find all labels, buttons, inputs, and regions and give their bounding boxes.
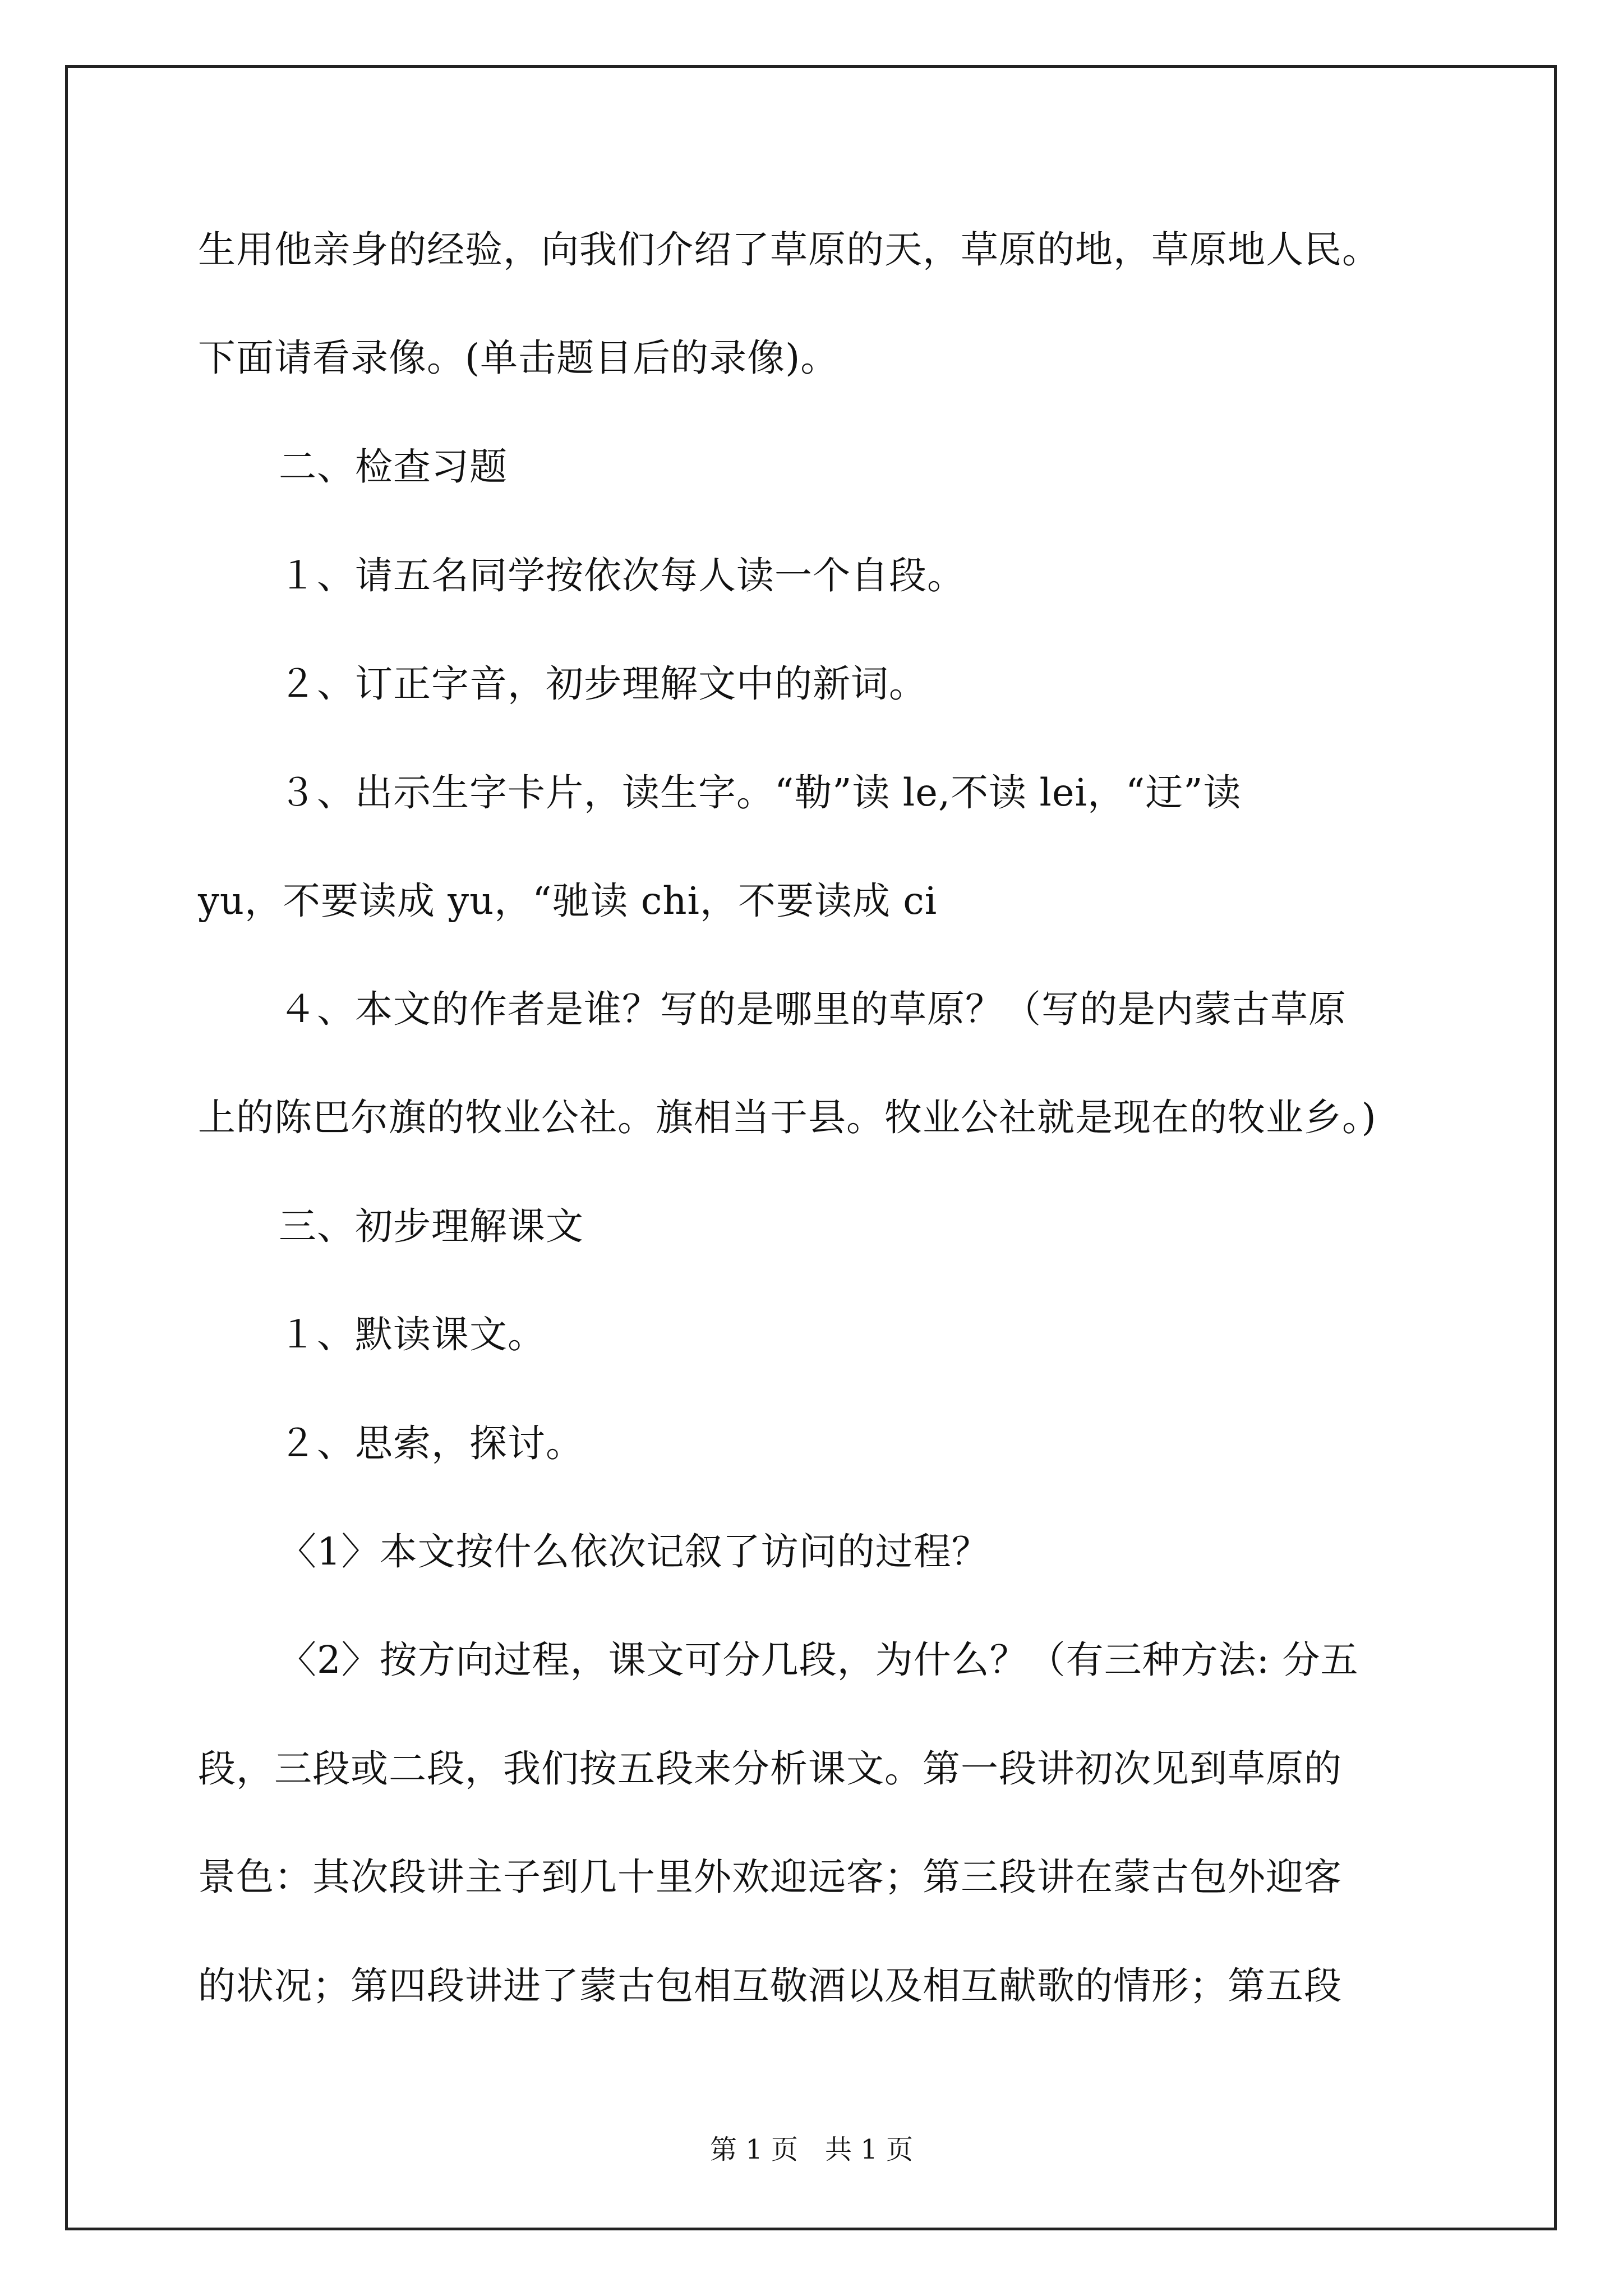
text-line-9: 上的陈巴尔旗的牧业公社。旗相当于县。牧业公社就是现在的牧业乡。) [198,1096,1377,1139]
text-line-4: １、请五名同学按依次每人读一个自段。 [279,554,965,597]
text-line-8: ４、本文的作者是谁？写的是哪里的草原？（写的是内蒙古草原 [279,987,1347,1031]
text-line-6: ３、出示生字卡片，读生字。“勒”读 le,不读 lei，“迂”读 [279,771,1242,815]
page-border [65,65,1557,2230]
text-line-5: ２、订正字音，初步理解文中的新词。 [279,662,927,706]
section-heading-check-exercises: 二、检查习题 [279,445,508,489]
text-line-1: 生用他亲身的经验，向我们介绍了草原的天，草原的地，草原地人民。 [198,228,1380,272]
text-line-11: １、默读课文。 [279,1313,546,1356]
text-line-7: yu，不要读成 yu，“驰读 chi，不要读成 ci [198,879,938,923]
text-line-17: 的状况；第四段讲进了蒙古包相互敬酒以及相互献歌的情形；第五段 [198,1964,1342,2008]
text-line-13: 〈1〉本文按什么依次记叙了访问的过程？ [279,1530,990,1573]
text-line-2: 下面请看录像。(单击题目后的录像)。 [198,336,839,380]
text-line-14: 〈2〉按方向过程，课文可分几段，为什么？（有三种方法: 分五 [279,1638,1359,1682]
section-heading-understand-text: 三、初步理解课文 [279,1204,584,1248]
page-number-footer: 第 1 页 共 1 页 [709,2134,914,2165]
text-line-12: ２、思索，探讨。 [279,1421,584,1465]
text-line-16: 景色：其次段讲主子到几十里外欢迎远客；第三段讲在蒙古包外迎客 [198,1855,1342,1899]
text-line-15: 段，三段或二段，我们按五段来分析课文。第一段讲初次见到草原的 [198,1747,1342,1791]
